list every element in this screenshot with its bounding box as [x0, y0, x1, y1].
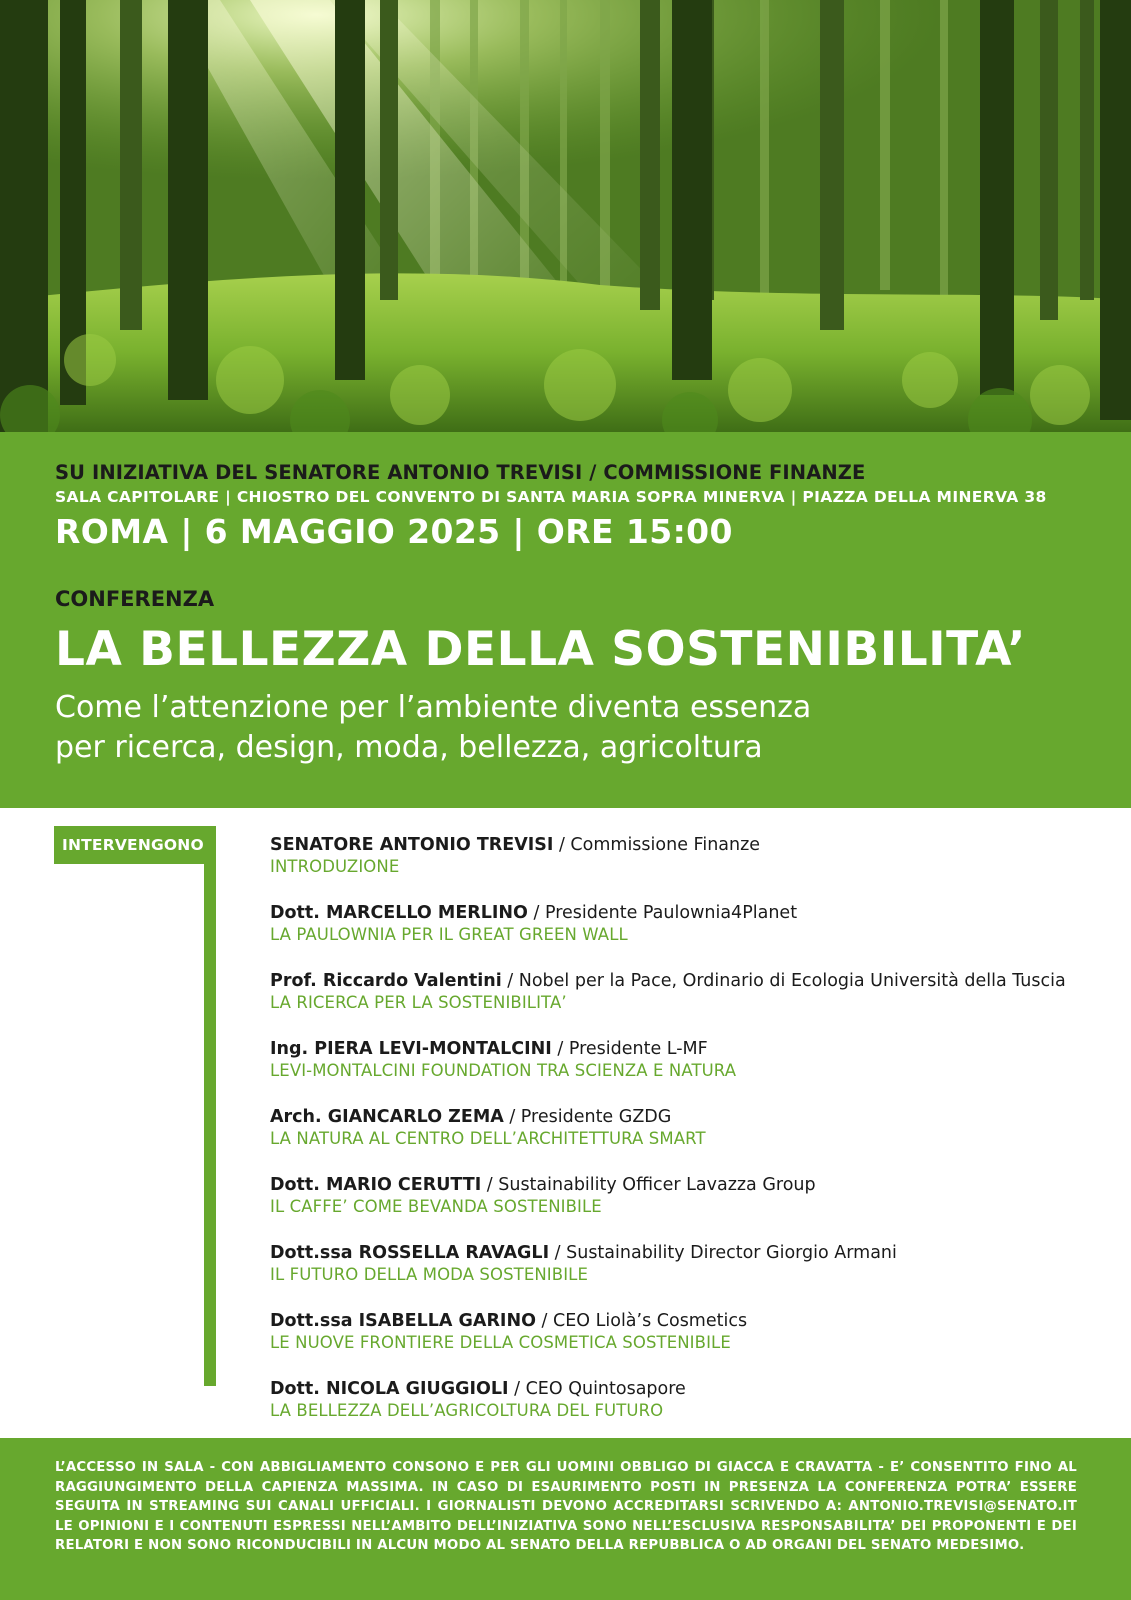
venue-line: SALA CAPITOLARE | CHIOSTRO DEL CONVENTO DI SANTA MARIA SOPRA MINERVA | PIAZZA DELLA MINERVA 38	[55, 488, 1047, 506]
speaker-topic: LA NATURA AL CENTRO DELL’ARCHITETTURA SMART	[270, 1129, 706, 1148]
forest-hero-image	[0, 0, 1131, 432]
speaker-role: / Presidente GZDG	[503, 1107, 672, 1127]
speakers-heading-tab	[54, 826, 216, 864]
event-title: LA BELLEZZA DELLA SOSTENIBILITA’	[55, 622, 1026, 677]
speaker-item	[270, 902, 797, 946]
speaker-name: Prof. Riccardo Valentini	[270, 971, 502, 991]
speaker-item	[270, 1106, 706, 1150]
event-info-band	[0, 432, 1131, 808]
speaker-topic: IL FUTURO DELLA MODA SOSTENIBILE	[270, 1265, 588, 1284]
date-time-line: ROMA | 6 MAGGIO 2025 | ORE 15:00	[55, 512, 733, 551]
speakers-accent-bar	[204, 826, 216, 1386]
speaker-name: Dott.ssa ISABELLA GARINO	[270, 1311, 536, 1331]
speaker-role: / Presidente Paulownia4Planet	[527, 903, 798, 923]
event-type: CONFERENZA	[55, 587, 215, 611]
speaker-name: Dott.ssa ROSSELLA RAVAGLI	[270, 1243, 550, 1263]
speaker-topic: IL CAFFE’ COME BEVANDA SOSTENIBILE	[270, 1197, 602, 1216]
speaker-name: Arch. GIANCARLO ZEMA	[270, 1107, 504, 1127]
speaker-item	[270, 1038, 736, 1082]
speakers-heading: INTERVENGONO	[62, 836, 204, 854]
speaker-name: Dott. MARCELLO MERLINO	[270, 903, 528, 923]
speaker-item	[270, 970, 1066, 1014]
speaker-item	[270, 1242, 897, 1286]
speaker-topic: LEVI-MONTALCINI FOUNDATION TRA SCIENZA E NATURA	[270, 1061, 737, 1080]
forest-illustration	[0, 0, 1131, 432]
speaker-item	[270, 1378, 686, 1422]
event-subtitle-line-2: per ricerca, design, moda, bellezza, agricoltura	[55, 730, 763, 765]
speaker-topic: LA PAULOWNIA PER IL GREAT GREEN WALL	[270, 925, 628, 944]
speaker-role: / Sustainability Officer Lavazza Group	[481, 1175, 816, 1195]
speaker-item	[270, 1310, 747, 1354]
speaker-role: / Nobel per la Pace, Ordinario di Ecologia Università della Tuscia	[501, 971, 1066, 991]
footer-notice-band	[0, 1438, 1131, 1600]
speaker-item	[270, 834, 760, 878]
speaker-name: Dott. MARIO CERUTTI	[270, 1175, 482, 1195]
speaker-role: / Commissione Finanze	[553, 835, 761, 855]
speaker-topic: INTRODUZIONE	[270, 857, 400, 876]
speaker-item	[270, 1174, 816, 1218]
event-subtitle-line-1: Come l’attenzione per l’ambiente diventa essenza	[55, 690, 812, 725]
speaker-topic: LE NUOVE FRONTIERE DELLA COSMETICA SOSTENIBILE	[270, 1333, 731, 1352]
speaker-role: / Presidente L-MF	[551, 1039, 708, 1059]
speaker-name: Dott. NICOLA GIUGGIOLI	[270, 1379, 509, 1399]
access-notice: L’ACCESSO IN SALA - CON ABBIGLIAMENTO CONSONO E PER GLI UOMINI OBBLIGO DI GIACCA E CRAVATTA - E’ CONSENTITO FINO AL RAGGIUNGIMENTO DELLA CAPIENZA MASSIMA. IN CASO DI ESAURIMENTO POSTI IN PRESENZA LA CONFERENZA POTRA’ ESSERE SEGUITA IN STREAMING SUI CANALI UFFICIALI. I GIORNALISTI DEVONO ACCREDITARSI SCRIVENDO A: ANTONIO.TREVISI@SENATO.IT LE OPINIONI E I CONTENUTI ESPRESSI NELL’AMBITO DELL’INIZIATIVA SONO NELL’ESCLUSIVA RESPONSABILITA’ DEI PROPONENTI E DEI RELATORI E NON SONO RICONDUCIBILI IN ALCUN MODO AL SENATO DELLA REPUBBLICA O AD ORGANI DEL SENATO MEDESIMO.	[55, 1460, 1077, 1553]
speaker-name: Ing. PIERA LEVI-MONTALCINI	[270, 1039, 552, 1059]
speaker-name: SENATORE ANTONIO TREVISI	[270, 835, 554, 855]
initiative-line: SU INIZIATIVA DEL SENATORE ANTONIO TREVISI / COMMISSIONE FINANZE	[55, 461, 866, 484]
speaker-role: / CEO Quintosapore	[508, 1379, 686, 1399]
speaker-topic: LA BELLEZZA DELL’AGRICOLTURA DEL FUTURO	[270, 1401, 664, 1420]
speaker-role: / CEO Liolà’s Cosmetics	[535, 1311, 748, 1331]
speaker-role: / Sustainability Director Giorgio Armani	[549, 1243, 897, 1263]
speaker-topic: LA RICERCA PER LA SOSTENIBILITA’	[270, 993, 567, 1012]
